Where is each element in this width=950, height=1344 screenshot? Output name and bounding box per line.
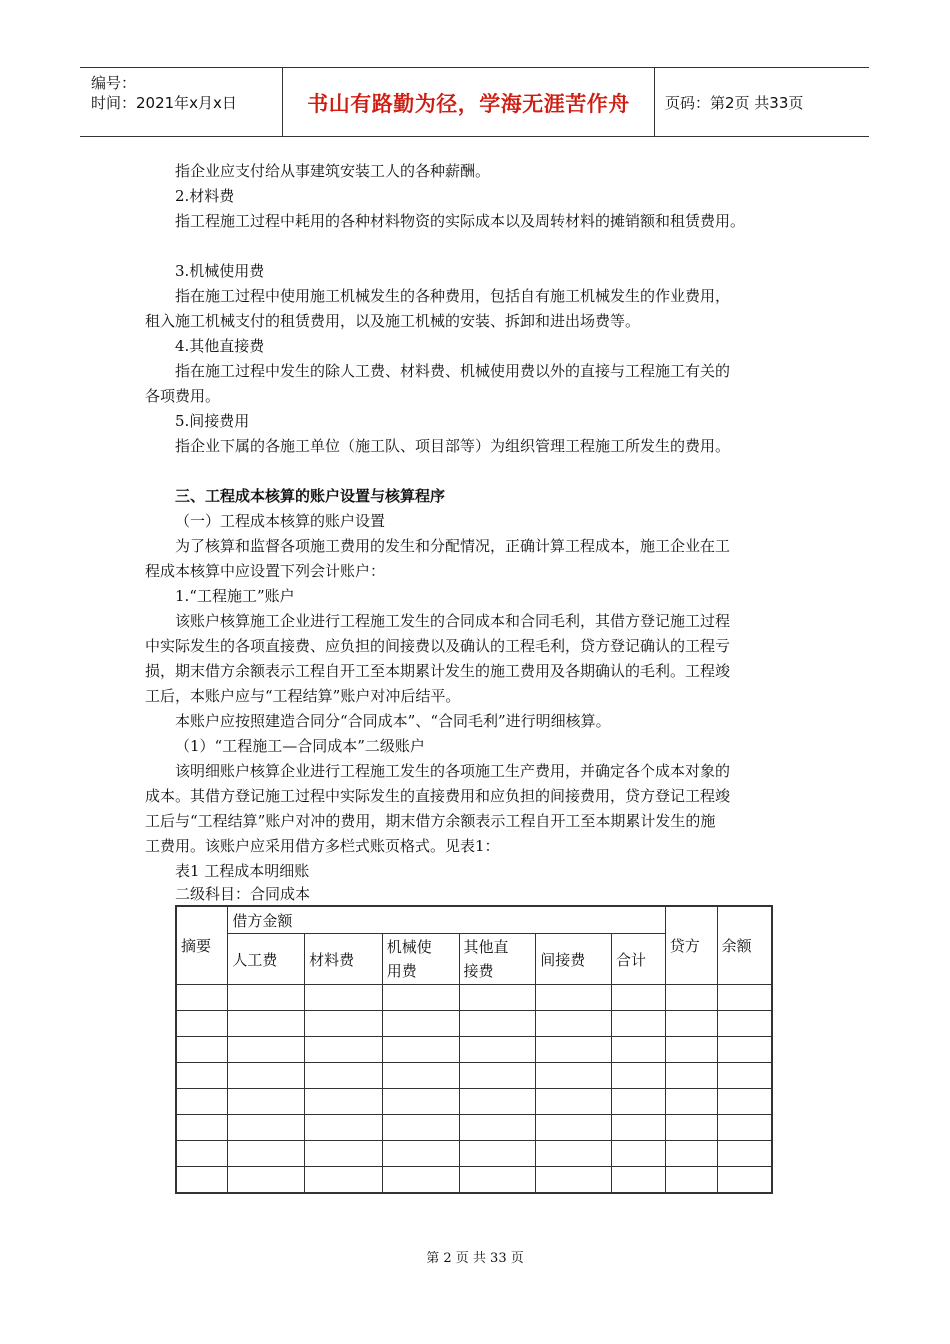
- debit-header: 借方金额: [228, 906, 665, 934]
- body-line: 指在施工过程中使用施工机械发生的各种费用，包括自有施工机械发生的作业费用，: [175, 287, 731, 305]
- body-line: 程成本核算中应设置下列会计账户：: [145, 562, 386, 580]
- body-line: 指在施工过程中发生的除人工费、材料费、机械使用费以外的直接与工程施工有关的: [175, 362, 731, 380]
- header-motto-cell: [283, 68, 655, 136]
- body-line: 指企业应支付给从事建筑安装工人的各种薪酬。: [175, 162, 491, 180]
- body-line: 为了核算和监督各项施工费用的发生和分配情况，正确计算工程成本，施工企业在工: [175, 537, 731, 555]
- subsection-heading: （一）工程成本核算的账户设置: [175, 512, 386, 530]
- cost-ledger-table: [175, 905, 773, 1194]
- table-row: [176, 1037, 772, 1063]
- balance-header: 余额: [717, 906, 772, 985]
- body-line: 该账户核算施工企业进行工程施工发生的合同成本和合同毛利，其借方登记施工过程: [175, 612, 731, 630]
- table-row: [176, 985, 772, 1011]
- doc-number-label: 编号：: [91, 74, 137, 92]
- table-row: [176, 1167, 772, 1194]
- subheader-cell: 间接费: [536, 934, 612, 985]
- page-footer: 第 2 页 共 33 页: [426, 1251, 524, 1266]
- body-line: 该明细账户核算企业进行工程施工发生的各项施工生产费用，并确定各个成本对象的: [175, 762, 731, 780]
- subheader-cell: 材料费: [305, 934, 383, 985]
- summary-header: 摘要: [176, 906, 228, 985]
- credit-header: 贷方: [665, 906, 717, 985]
- body-line: 工费用。该账户应采用借方多栏式账页格式。见表1：: [145, 837, 500, 855]
- body-line: 各项费用。: [145, 387, 221, 405]
- body-line: 指工程施工过程中耗用的各种材料物资的实际成本以及周转材料的摊销额和租赁费用。: [175, 212, 746, 230]
- subheader-cell: 其他直 接费: [459, 934, 536, 985]
- table-header-row: [176, 906, 772, 934]
- subheader-cell: 人工费: [228, 934, 305, 985]
- body-line: 中实际发生的各项直接费、应负担的间接费以及确认的工程毛利，贷方登记确认的工程亏: [145, 637, 731, 655]
- section-heading: 1.“工程施工”账户: [175, 587, 295, 605]
- table-row: [176, 1011, 772, 1037]
- table-row: [176, 1141, 772, 1167]
- section-heading: 3.机械使用费: [175, 262, 265, 280]
- subheader-cell: 合计: [611, 934, 665, 985]
- table-row: [176, 1115, 772, 1141]
- body-line: 成本。其借方登记施工过程中实际发生的直接费用和应负担的间接费用，贷方登记工程竣: [145, 787, 731, 805]
- subheader-cell: 机械使 用费: [382, 934, 459, 985]
- section-heading: 2.材料费: [175, 187, 235, 205]
- body-line: 损，期末借方余额表示工程自开工至本期累计发生的施工费用及各期确认的毛利。工程竣: [145, 662, 731, 680]
- header-page-label: 页码：第2页 共33页: [665, 94, 804, 112]
- header-meta: [80, 68, 283, 136]
- table-caption: 表1 工程成本明细账: [175, 862, 310, 880]
- header-motto: 书山有路勤为径，学海无涯苦作舟: [307, 92, 630, 116]
- body-line: 指企业下属的各施工单位（施工队、项目部等）为组织管理工程施工所发生的费用。: [175, 437, 731, 455]
- table-subject: 二级科目：合同成本: [175, 885, 311, 903]
- section-heading: 5.间接费用: [175, 412, 250, 430]
- doc-date-label: 时间：2021年x月x日: [91, 94, 237, 112]
- body-line: 工后，本账户应与“工程结算”账户对冲后结平。: [145, 687, 461, 705]
- table-row: [176, 1089, 772, 1115]
- table-row: [176, 1063, 772, 1089]
- subsection-heading: （1）“工程施工—合同成本”二级账户: [175, 737, 425, 755]
- page-header: [80, 67, 869, 137]
- body-line: 工后与“工程结算”账户对冲的费用，期末借方余额表示工程自开工至本期累计发生的施: [145, 812, 716, 830]
- header-page-cell: [655, 68, 869, 136]
- body-line: 本账户应按照建造合同分“合同成本”、“合同毛利”进行明细核算。: [175, 712, 611, 730]
- body-line: 租入施工机械支付的租赁费用，以及施工机械的安装、拆卸和进出场费等。: [145, 312, 641, 330]
- chapter-heading: 三、工程成本核算的账户设置与核算程序: [175, 487, 446, 505]
- section-heading: 4.其他直接费: [175, 337, 265, 355]
